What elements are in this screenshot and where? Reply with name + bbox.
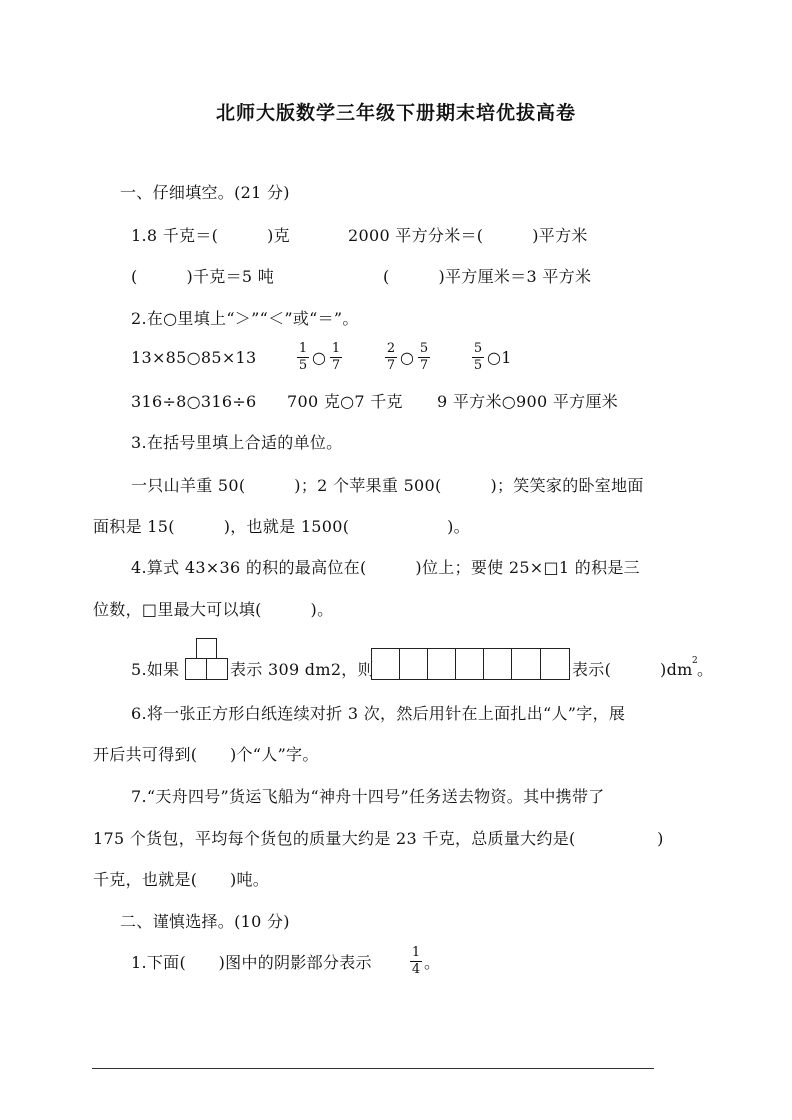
fraction-2-7 [385,342,397,373]
fraction-numerator: 1 [331,341,341,356]
q6-line2: 开后共可得到( )个“人”字。 [93,745,319,764]
q4-line1: 4.算式 43×36 的积的最高位在( )位上；要使 25×□1 的积是三 [131,558,640,577]
cube-square [206,658,228,680]
fraction-denominator: 5 [473,358,483,373]
footer-divider [92,1068,654,1069]
page-title: 北师大版数学三年级下册期末培优拔高卷 [215,102,576,124]
q3-intro: 3.在括号里填上合适的单位。 [131,433,343,452]
s2-q1-text: 1.下面( )图中的阴影部分表示 [131,953,372,972]
cube-square [483,648,512,680]
q6-line1: 6.将一张正方形白纸连续对折 3 次，然后用针在上面扎出“人”字，展 [131,704,626,723]
cube-square [511,648,541,680]
q1-line2a: ( )千克＝5 吨 [131,267,275,286]
s2-q1-end: 。 [424,953,441,972]
fraction-denominator: 7 [419,358,429,373]
cube-square [371,648,400,680]
fraction-numerator: 2 [386,341,396,356]
q2-compare-7: 9 平方米○900 平方厘米 [437,392,619,411]
cube-square [196,638,217,659]
q5-suffix: 表示( )dm [572,660,693,679]
cube-square [427,648,456,680]
compare-circle: ○ [312,348,327,367]
cube-square [185,658,207,680]
fraction-5-7 [418,342,430,373]
q2-intro: 2.在○里填上“＞”“＜”或“＝”。 [131,309,359,328]
fraction-numerator: 1 [411,945,421,960]
fraction-1-4 [410,946,422,977]
q7-line3: 千克，也就是( )吨。 [93,870,270,889]
cube-square [399,648,428,680]
q5-mid: 表示 309 dm2，则 [230,660,374,679]
q4-line2: 位数，□里最大可以填( )。 [93,600,334,619]
fraction-denominator: 5 [298,358,308,373]
q3-line1: 一只山羊重 50( )；2 个苹果重 500( )；笑笑家的卧室地面 [131,476,644,495]
cube-square [455,648,484,680]
compare-circle: ○ [400,348,415,367]
q2-compare-5: 316÷8○316÷6 [131,392,257,411]
q2-compare-4-rest: ○1 [487,348,512,367]
q2-compare-6: 700 克○7 千克 [287,392,403,411]
cube-square [540,648,570,680]
section2-heading: 二、谨慎选择。(10 分) [120,912,290,931]
fraction-numerator: 5 [473,341,483,356]
q5-prefix: 5.如果 [131,660,180,679]
q2-compare-1: 13×85○85×13 [131,348,257,367]
fraction-denominator: 7 [386,358,396,373]
fraction-5-5 [472,342,484,373]
fraction-1-5 [297,342,309,373]
section1-heading: 一、仔细填空。(21 分) [120,183,290,202]
q7-line2: 175 个货包，平均每个货包的质量大约是 23 千克，总质量大约是( ) [93,829,664,848]
fraction-numerator: 1 [298,341,308,356]
q7-line1: 7.“天舟四号”货运飞船为“神舟十四号”任务送去物资。其中携带了 [131,787,605,806]
q5-superscript: 2 [692,656,698,666]
fraction-denominator: 4 [411,962,421,977]
fraction-1-7 [330,342,342,373]
q1-line1a: 1.8 千克＝( )克 [131,226,290,245]
q1-line1b: 2000 平方分米＝( )平方米 [348,226,588,245]
fraction-numerator: 5 [419,341,429,356]
fraction-denominator: 7 [331,358,341,373]
q3-line2: 面积是 15( )，也就是 1500( )。 [93,517,470,536]
q1-line2b: ( )平方厘米＝3 平方米 [383,267,592,286]
q5-end: 。 [697,660,714,679]
